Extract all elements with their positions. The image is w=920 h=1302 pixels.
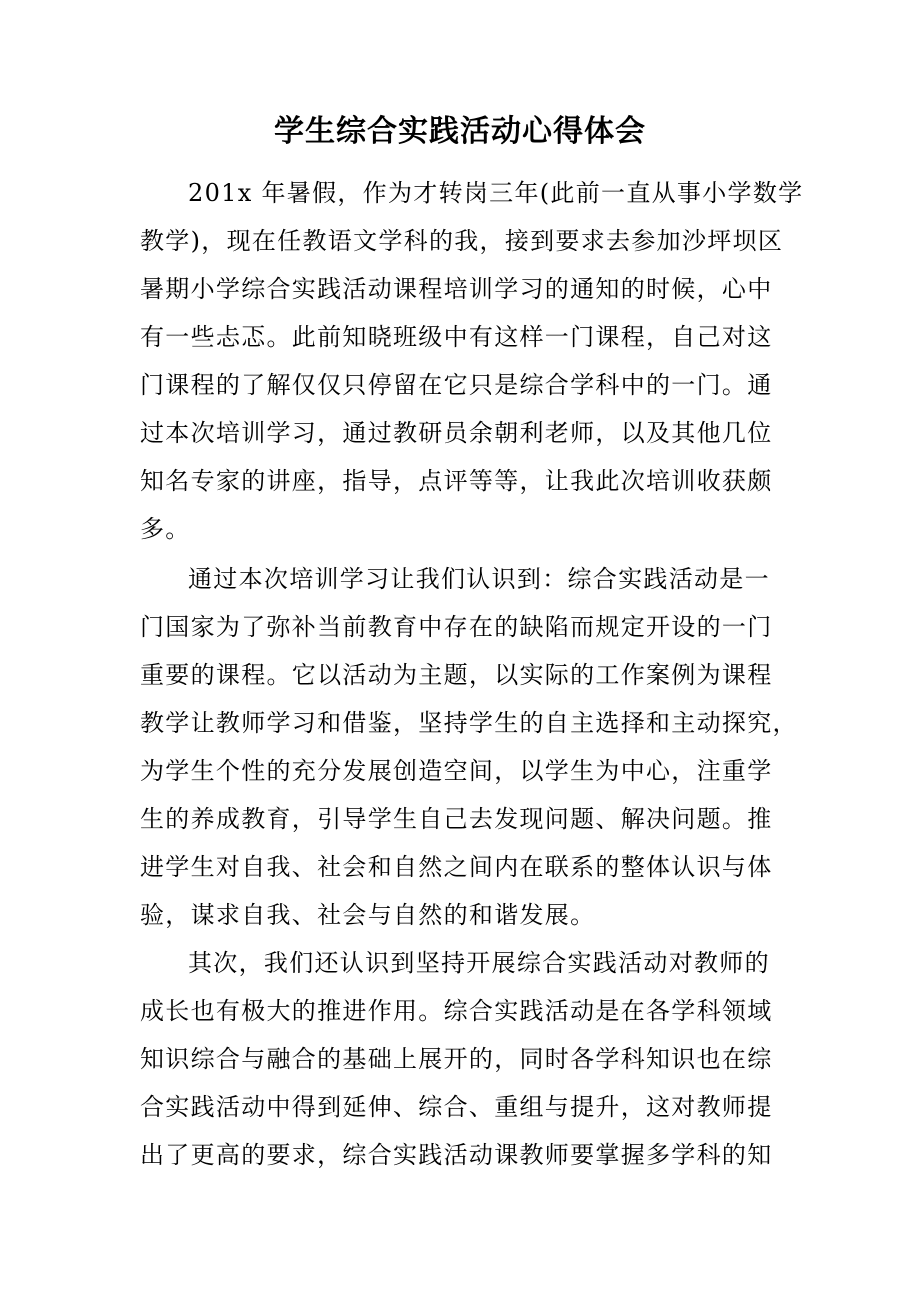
text-line: 门国家为了弥补当前教育中存在的缺陷而规定开设的一门 xyxy=(140,613,773,641)
document-title: 学生综合实践活动心得体会 xyxy=(274,114,646,149)
text-line: 验，谋求自我、社会与自然的和谐发展。 xyxy=(140,901,596,929)
text-line: 有一些忐忑。此前知晓班级中有这样一门课程，自己对这 xyxy=(140,323,773,351)
text-line: 201x 年暑假，作为才转岗三年(此前一直从事小学数学 xyxy=(188,179,804,207)
text-line: 生的养成教育，引导学生自己去发现问题、解决问题。推 xyxy=(140,805,773,833)
text-line: 多。 xyxy=(140,515,191,543)
text-line: 合实践活动中得到延伸、综合、重组与提升，这对教师提 xyxy=(140,1093,773,1121)
text-line: 为学生个性的充分发展创造空间，以学生为中心，注重学 xyxy=(140,757,773,785)
text-line: 教学让教师学习和借鉴，坚持学生的自主选择和主动探究， xyxy=(140,709,798,737)
text-line: 通过本次培训学习让我们认识到：综合实践活动是一 xyxy=(188,565,770,593)
text-line: 门课程的了解仅仅只停留在它只是综合学科中的一门。通 xyxy=(140,371,773,399)
text-line: 过本次培训学习，通过教研员余朝利老师，以及其他几位 xyxy=(140,419,773,447)
text-line: 其次，我们还认识到坚持开展综合实践活动对教师的 xyxy=(188,949,770,977)
text-line: 重要的课程。它以活动为主题，以实际的工作案例为课程 xyxy=(140,661,773,689)
text-line: 暑期小学综合实践活动课程培训学习的通知的时候，心中 xyxy=(140,275,773,303)
text-line: 成长也有极大的推进作用。综合实践活动是在各学科领域 xyxy=(140,997,773,1025)
text-line: 知名专家的讲座，指导，点评等等，让我此次培训收获颇 xyxy=(140,467,773,495)
text-line: 出了更高的要求，综合实践活动课教师要掌握多学科的知 xyxy=(140,1141,773,1169)
text-line: 知识综合与融合的基础上展开的，同时各学科知识也在综 xyxy=(140,1045,773,1073)
text-line: 进学生对自我、社会和自然之间内在联系的整体认识与体 xyxy=(140,853,773,881)
text-line: 教学)，现在任教语文学科的我，接到要求去参加沙坪坝区 xyxy=(140,227,784,255)
